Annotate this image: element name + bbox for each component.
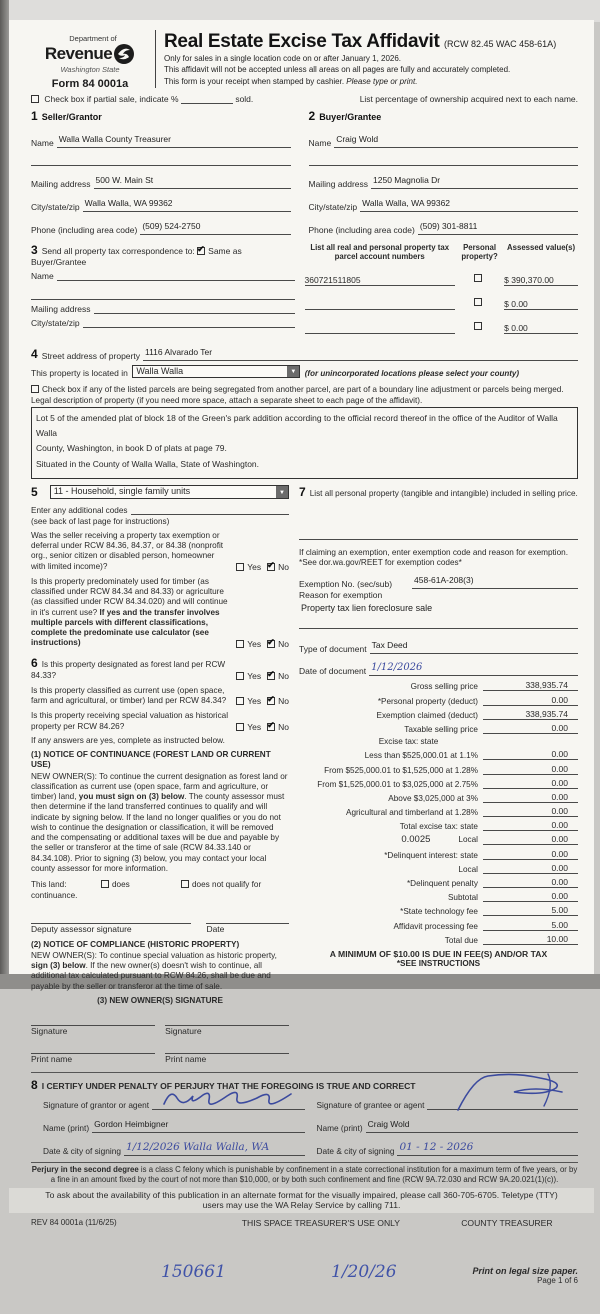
delinquent-penalty-field[interactable]: 0.00 bbox=[483, 877, 578, 888]
grantor-date-city-field[interactable]: 1/12/2026 Walla Walla, WA bbox=[124, 1137, 305, 1156]
same-as-buyer-checkbox[interactable] bbox=[197, 244, 205, 255]
reason-for-exemption-value[interactable]: Property tax lien foreclosure sale bbox=[301, 603, 433, 614]
correspondence-section: 3 Send all property tax correspondence to: ✔ Same as Buyer/Grantee Name Mailing address City/state/zip bbox=[31, 243, 305, 334]
historical-question: Is this property receiving special valuation as historical property per RCW 84.26? bbox=[31, 711, 229, 731]
continuance-label: continuance. bbox=[31, 891, 78, 901]
parcel-row bbox=[305, 292, 579, 310]
seller-city-field[interactable]: Walla Walla, WA 99362 bbox=[83, 193, 291, 212]
total-state-tax-field[interactable]: 0.00 bbox=[483, 820, 578, 831]
tier2-tax-field[interactable]: 0.00 bbox=[483, 764, 578, 775]
treasurer-use-label: THIS SPACE TREASURER'S USE ONLY bbox=[241, 1218, 401, 1229]
correspondence-mailing-field[interactable] bbox=[94, 305, 295, 314]
document-type-field[interactable]: Tax Deed bbox=[370, 635, 578, 654]
grantor-print-name-field[interactable]: Gordon Heimbigner bbox=[92, 1114, 304, 1133]
tier4-tax-field[interactable]: 0.00 bbox=[483, 792, 578, 803]
seller-name-field[interactable]: Walla Walla County Treasurer bbox=[57, 129, 291, 148]
exemption-claimed-field[interactable]: 338,935.74 bbox=[483, 709, 578, 720]
land-use-code-dropdown[interactable]: 11 - Household, single family units ▼ bbox=[50, 485, 289, 499]
rcw-reference: (RCW 82.45 WAC 458-61A) bbox=[443, 39, 557, 49]
parcel-table bbox=[305, 243, 579, 334]
checkmark-icon: ✔ bbox=[267, 694, 275, 705]
tier3-tax-field[interactable]: 0.00 bbox=[483, 778, 578, 789]
checkmark-icon: ✔ bbox=[267, 668, 275, 679]
header-note-1: Only for sales in a single location code on or after January 1, 2026. bbox=[164, 54, 402, 63]
buyer-name-field[interactable]: Craig Wold bbox=[334, 129, 578, 148]
agency-logo-block bbox=[31, 28, 149, 90]
scan-artifact-top bbox=[0, 0, 600, 22]
buyer-heading: Buyer/Grantee bbox=[319, 112, 382, 122]
grantee-print-name-field[interactable]: Craig Wold bbox=[366, 1114, 578, 1133]
new-owner-signature-field[interactable] bbox=[31, 1014, 155, 1026]
header-note-2: This affidavit will not be accepted unless all areas on all pages are fully and accurately completed. bbox=[164, 65, 511, 75]
parcel-row bbox=[305, 268, 579, 286]
notice-continuance-title: (1) NOTICE OF CONTINUANCE (FOREST LAND OR CURRENT USE) bbox=[31, 750, 271, 770]
assessed-value-field[interactable]: $ 0.00 bbox=[504, 323, 578, 334]
local-rate-value: 0.0025 bbox=[401, 834, 431, 846]
current-use-no-checkbox[interactable] bbox=[267, 694, 275, 705]
partial-sale-line: Check box if partial sale, indicate % sold. bbox=[31, 94, 253, 104]
grantor-signature bbox=[159, 1086, 299, 1110]
parcel-col-header: List all real and personal property tax parcel account numbers bbox=[310, 243, 450, 262]
historical-yes-checkbox[interactable] bbox=[236, 723, 244, 731]
agricultural-tax-field[interactable]: 0.00 bbox=[483, 806, 578, 817]
parcel-number-field[interactable] bbox=[305, 324, 455, 334]
correspondence-city-field[interactable] bbox=[83, 319, 295, 328]
exemption-yes-checkbox[interactable] bbox=[236, 563, 244, 571]
treasurer-stamp-area bbox=[31, 1228, 578, 1314]
buyer-city-field[interactable]: Walla Walla, WA 99362 bbox=[360, 193, 578, 212]
ownership-note: List percentage of ownership acquired next to each name. bbox=[359, 94, 578, 104]
delinquent-interest-local-field[interactable]: 0.00 bbox=[483, 863, 578, 874]
timber-agriculture-question: Is this property predominately used for timber (as classified under RCW 84.34 and 84.33) or agriculture (as classified under RCW 84.34.020) and will continue in it's current use? If yes and the transfer involves multiple parcels with different classifications, complete the predominate use calculator (see instructions) bbox=[31, 576, 228, 648]
partial-percent-field[interactable] bbox=[181, 95, 233, 104]
checkmark-icon: ✔ bbox=[267, 559, 275, 570]
checkmark-icon: ✔ bbox=[197, 244, 205, 254]
seller-phone-field[interactable]: (509) 524-2750 bbox=[140, 216, 290, 235]
grantee-signature bbox=[444, 1072, 574, 1112]
tax-computation: Gross selling price 338,935.74 *Personal property (deduct) 0.00 Exemption claimed (deduct) 338,935.74 Taxable selling price 0.00 Excise tax: state Less than $525,000.01 at 1.1% 0.00 From $525,000.01 to $1,525,000 at 1.28% 0.00 From $1,525,000.01 to $3,025,000 at 2.75% 0.00 Above $3,025,000 at 3% 0.00 Agricultural and timberland at 1.28% 0.00 Total excise tax: state 0.00 0.0025 Local 0.00 *Delinquent interest: state 0.00 Local 0.00 *Delinquent penalty 0.00 Subtotal 0.00 *State technology fee 5.00 Affidavit processing fee 5.00 Total due 10.00 bbox=[299, 680, 578, 944]
new-owner-signature-field[interactable] bbox=[165, 1014, 289, 1026]
personal-property-col-header: Personal property? bbox=[461, 243, 498, 262]
form-header bbox=[31, 28, 578, 90]
seller-name2-field[interactable] bbox=[31, 157, 291, 166]
personal-property-intro: 7 List all personal property (tangible and intangible) included in selling price. bbox=[299, 484, 578, 499]
alternate-format-note: To ask about the availability of this publication in an alternate format for the visually impaired, please call 360-705-6705. Teletype (TTY) users may use the WA Relay Service by calling 711. bbox=[9, 1188, 594, 1213]
gross-selling-price-field[interactable]: 338,935.74 bbox=[483, 680, 578, 691]
state-technology-fee-field[interactable]: 5.00 bbox=[483, 905, 578, 916]
subtotal-field[interactable]: 0.00 bbox=[483, 891, 578, 902]
this-land-label: This land: bbox=[31, 880, 67, 890]
exemption-note: If claiming an exemption, enter exemption code and reason for exemption. *See dor.wa.gov/REET for exemption codes* bbox=[299, 547, 568, 568]
page-title: Real Estate Excise Tax Affidavit bbox=[164, 31, 440, 52]
timber-yes-checkbox[interactable] bbox=[236, 640, 244, 648]
new-owner-print-name-field[interactable] bbox=[31, 1042, 155, 1054]
additional-codes-field[interactable] bbox=[131, 506, 290, 515]
print-size-note: Print on legal size paper. bbox=[472, 1266, 578, 1277]
timber-no-checkbox[interactable] bbox=[267, 636, 275, 648]
total-due-field[interactable]: 10.00 bbox=[483, 934, 578, 945]
perjury-note: Perjury in the second degree is a class C felony which is punishable by confinement in a state correctional institution for a maximum term of five years, or by a fine in an amount fixed by the court of not more than $10,000, or by both such confinement and fine (RCW 9A.72.030 and RCW 9A.20.021(1)(c)). bbox=[31, 1162, 578, 1184]
location-note: (for unincorporated locations please select your county) bbox=[304, 368, 520, 378]
seller-mailing-field[interactable]: 500 W. Main St bbox=[94, 170, 291, 189]
deputy-assessor-signature-field[interactable] bbox=[31, 912, 191, 924]
notice-compliance-title: (2) NOTICE OF COMPLIANCE (HISTORIC PROPERTY) bbox=[31, 939, 240, 949]
certify-statement: I CERTIFY UNDER PENALTY OF PERJURY THAT THE FOREGOING IS TRUE AND CORRECT bbox=[41, 1081, 416, 1092]
revision-number: REV 84 0001a (11/6/25) bbox=[31, 1218, 117, 1228]
personal-property-checkbox[interactable] bbox=[474, 274, 482, 282]
current-use-yes-checkbox[interactable] bbox=[236, 697, 244, 705]
header-divider bbox=[155, 30, 156, 88]
affidavit-page: Department of Revenue Washington State Form 84 0001a Real Estate Excise Tax Affidavit (RCW 82.45 WAC 458-61A) Only for sales in a single location code on or after January 1, 2026. This affidavit will not be accepted unless all areas on all pages are fully and accurately completed. This form is your receipt when stamped by cashier. Please type or print. Check box if partial sale, indicate % sold. List percentage of ownership acquired next to each name. 1 Seller/Grantor Name Walla Walla County Treasurer Mailing address 500 W. Main St City/state/zip Walla Walla, WA 99362 Phone (including area code) (509) 524-2750 2 Buyer/Grantee Name Craig Wold Mailing address 1250 Magnolia Dr City/state/zip Walla Walla, WA 99362 Phone (including area code) (509) 301-8811 3 Send all property tax correspondence to: ✔ Same as Buyer/Grantee Name Mailing address City/state/zip List all real and personal property tax parcel account numbers Personal property? Assessed value(s) 360721511805 $ 390,370.00 $ 0.00 $ 0.00 4 Street address of property 1116 Alvarado Ter This property is located in Walla Walla ▼ (for unincorporated locations please select your county) Check box if any of the listed parcels are being segregated from another parcel, are part of a boundary line adjustment or parcels being merged. Legal description of property (if you need more space, attach a separate sheet to each page of the affidavit). Lot 5 of the amended plat of block 18 of the Green's park addition according to the official record thereof in the office of the Auditor of Walla Walla County, Washington, in book D of plats at page 79. Situated in the County of Walla Walla, State of Washington. 5 11 - Household, single family units ▼ Enter any additional codes (see back of last page for instructions) Was the seller receiving a property tax exemption or deferral under RCW 84.36, 84.37, or 84.38 (nonprofit org., senior citizen or disabled person, homeowner with limited income)? Yes ✔ No Is this property predominately used for timber (as classified under RCW 84.34 and 84.33) or agriculture (as classified under RCW 84.34.020) and will continue in it's current use? If yes and the transfer involves multiple parcels with different classifications, complete the predominate use calculator (see instructions) Yes ✔ No 6 Is this property designated as forest land per RCW 84.33? Yes ✔ No Is this property classified as current use (open space, farm and agricultural, or timber) land per RCW 84.34? Yes ✔ No Is this property receiving special valuation as historical property per RCW 84.26? Yes ✔ No If any answers are yes, complete as instructed below. (1) NOTICE OF CONTINUANCE (FOREST LAND OR CURRENT USE) NEW OWNER(S): To continue the current designation as forest land or classification as current use (open space, farm and agriculture, or timber) land, you must sign on (3) below. The county assessor must then determine if the land transferred continues to qualify and will indicate by signing below. If the land no longer qualifies or you do not wish to continue the designation or classification, it will be removed and the compensating or additional taxes will be due and payable by the seller or transferor at the time of sale (RCW 84.33.140 or 84.34.108). Prior to signing (3) below, you may contact your local county assessor for more information. This land: does does not qualify for continuance. Deputy assessor signature Date (2) NOTICE OF COMPLIANCE (HISTORIC PROPERTY) NEW OWNER(S): To continue special valuation as historic property, sign (3) below. If the new owner(s) doesn't wish to continue, all additional tax calculated pursuant to RCW 84.26, shall be due and payable by the seller or transferor at the time of sale. (3) NEW OWNER(S) SIGNATURE Signature Signature Print name Print name 7 List all personal property (tangible and intangible) included in selling price. If claiming an exemption, enter exemption code and reason for exemption. *See dor.wa.gov/REET for exemption codes* Exemption No. (sec/sub) 458-61A-208(3) Reason for exemption Property tax lien foreclosure sale Type of document Tax Deed Date of document 1/12/2026 Gross selling price 338,935.74 *Personal property (deduct) 0.00 Exemption claimed (deduct) 338,935.74 Taxable selling price 0.00 Excise tax: state Less than $525,000.01 at 1.1% 0.00 From $525,000.01 to $1,525,000 at 1.28% 0.00 From $1,525,000.01 to $3,025,000 at 2.75% 0.00 Above $3,025,000 at 3% 0.00 Agricultural and timberland at 1.28% 0.00 Total excise tax: state 0.00 0.0025 Local 0.00 *Delinquent interest: state 0.00 Local 0.00 *Delinquent penalty 0.00 Subtotal 0.00 *State technology fee 5.00 Affidavit processing fee 5.00 Total due 10.00 A MINIMUM OF $10.00 IS DUE IN FEE(S) AND/OR TAX *SEE INSTRUCTIONS 8 I CERTIFY UNDER PENALTY OF PERJURY THAT THE FOREGOING IS TRUE AND CORRECT Signature of grantor or agent Name (print) Gordon Heimbigner Date & city of signing 1/12/2026 Walla Walla, WA Signature of grantee or agent Name (print) Craig Wold Date & city of signing 01 - 12 - 2026 Perjury in the second degree is a class C felony which is punishable by confinement in a state correctional institution for a maximum term of five years, or by a fine in an amount fixed by the court of not more than $10,000, or by both such confinement and fine (RCW 9A.72.030 and RCW 9A.20.021(1)(c)). To ask about the availability of this publication in an alternate format for the visually impaired, please call 360-705-6705. Teletype (TTY) users may use the WA Relay Service by calling 711. REV 84 0001a (11/6/25) THIS SPACE TREASURER'S USE ONLY COUNTY TREASURER 150661 1/20/26 Print on legal size paper. Page 1 of 6 bbox=[9, 20, 594, 974]
personal-property-deduct-field[interactable]: 0.00 bbox=[483, 695, 578, 706]
page-indicator: Page 1 of 6 bbox=[537, 1276, 578, 1286]
affidavit-processing-fee-field[interactable]: 5.00 bbox=[483, 920, 578, 931]
personal-property-checkbox[interactable] bbox=[474, 298, 482, 306]
current-use-question: Is this property classified as current use (open space, farm and agricultural, or timber) land per RCW 84.34? bbox=[31, 685, 227, 706]
location-dropdown[interactable]: Walla Walla ▼ bbox=[132, 365, 300, 378]
grantee-signature-block: Signature of grantee or agent Name (print) Craig Wold Date & city of signing 01 - 12 - 2026 bbox=[305, 1096, 579, 1156]
dropdown-arrow-icon: ▼ bbox=[287, 366, 299, 377]
reason-underline bbox=[299, 617, 578, 629]
minimum-due-note: A MINIMUM OF $10.00 IS DUE IN FEE(S) AND/OR TAX bbox=[329, 948, 548, 959]
washington-state-label: Washington State bbox=[60, 65, 120, 74]
parcel-row bbox=[305, 316, 579, 334]
checkmark-icon: ✔ bbox=[267, 719, 275, 730]
assessed-value-col-header: Assessed value(s) bbox=[507, 243, 576, 252]
certification-section: 8 I CERTIFY UNDER PENALTY OF PERJURY THAT THE FOREGOING IS TRUE AND CORRECT Signature of grantor or agent Name (print) Gordon Heimbigner Date & city of signing 1/12/2026 Walla Walla, WA Signature of grantee or agent Name (print) Craig Wold Date & city of signing 01 - 12 - 2026 bbox=[31, 1072, 578, 1156]
property-section: 4 Street address of property 1116 Alvarado Ter This property is located in Walla Walla ▼ (for unincorporated locations please select your county) Check box if any of the listed parcels are being segregated from another parcel, are part of a boundary line adjustment or parcels being merged. Legal description of property (if you need more space, attach a separate sheet to each page of the affidavit). Lot 5 of the amended plat of block 18 of the Green's park addition according to the official record thereof in the office of the Auditor of Walla Walla County, Washington, in book D of plats at page 79. Situated in the County of Walla Walla, State of Washington. bbox=[31, 342, 578, 479]
partial-sale-checkbox[interactable] bbox=[31, 95, 39, 103]
county-treasurer-label: COUNTY TREASURER bbox=[461, 1218, 553, 1229]
checkmark-icon: ✔ bbox=[267, 636, 275, 647]
buyer-mailing-field[interactable]: 1250 Magnolia Dr bbox=[371, 170, 578, 189]
assessed-value-field[interactable]: $ 0.00 bbox=[504, 299, 578, 310]
tier1-tax-field[interactable]: 0.00 bbox=[483, 749, 578, 760]
exemption-number-field[interactable]: 458-61A-208(3) bbox=[412, 570, 578, 589]
header-note-3: This form is your receipt when stamped by cashier. Please type or print. bbox=[164, 76, 418, 86]
if-yes-note: If any answers are yes, complete as instructed below. bbox=[31, 735, 225, 745]
forest-land-question: 6 Is this property designated as forest land per RCW 84.33? bbox=[31, 655, 226, 680]
does-option: does bbox=[101, 880, 181, 890]
historical-no-checkbox[interactable] bbox=[267, 719, 275, 731]
personal-property-checkbox[interactable] bbox=[474, 322, 482, 330]
notice-compliance-text: NEW OWNER(S): To continue special valuation as historic property, sign (3) below. If the new owner(s) doesn't wish to continue, all additional tax calculated pursuant to RCW 84.26, shall be due and payable by the seller or transferor at the time of sale. bbox=[31, 950, 277, 991]
new-owner-signature-title: (3) NEW OWNER(S) SIGNATURE bbox=[97, 995, 223, 1005]
does-checkbox[interactable] bbox=[101, 880, 109, 888]
excise-tax-state-header: Excise tax: state bbox=[378, 737, 439, 747]
grantor-signature-block: Signature of grantor or agent Name (print) Gordon Heimbigner Date & city of signing 1/12/2026 Walla Walla, WA bbox=[31, 1096, 305, 1156]
notice-continuance-text: NEW OWNER(S): To continue the current designation as forest land or classification as current use (open space, farm and agriculture, or timber) land, you must sign on (3) below. The county assessor must then determine if the land transferred continues to qualify and will indicate by signing below. If the land no longer qualifies or you do not wish to continue the designation or classification, it will be removed and the compensating or additional taxes will be due and payable by the seller or transferor at the time of sale (RCW 84.33.140 or 84.34.108). Prior to signing (3) below, you may contact your local county assessor for more information. bbox=[31, 771, 288, 873]
exemption-no-checkbox[interactable] bbox=[267, 559, 275, 571]
parcel-number-field[interactable] bbox=[305, 300, 455, 310]
street-address-field[interactable]: 1116 Alvarado Ter bbox=[143, 342, 578, 361]
assessed-value-field[interactable]: $ 390,370.00 bbox=[504, 275, 578, 286]
seller-section: 1 Seller/Grantor Name Walla Walla County Treasurer Mailing address 500 W. Main St City/state/zip Walla Walla, WA 99362 Phone (including area code) (509) 524-2750 bbox=[31, 107, 305, 235]
agency-name: Revenue bbox=[44, 44, 113, 63]
stamp-date-handwritten: 1/20/26 bbox=[331, 1262, 397, 1283]
deputy-date-field[interactable] bbox=[206, 912, 289, 924]
taxable-selling-price-field[interactable]: 0.00 bbox=[483, 723, 578, 734]
new-owner-print-name-field[interactable] bbox=[165, 1042, 289, 1054]
does-not-option: does not qualify for bbox=[181, 880, 261, 890]
local-tax-field[interactable]: 0.00 bbox=[483, 834, 578, 845]
buyer-section: 2 Buyer/Grantee Name Craig Wold Mailing address 1250 Magnolia Dr City/state/zip Walla Walla, WA 99362 Phone (including area code) (509) 301-8811 bbox=[305, 107, 579, 235]
legal-description-label: Legal description of property (if you need more space, attach a separate sheet to each page of the affidavit). bbox=[31, 395, 423, 405]
form-number: Form 84 0001a bbox=[51, 78, 129, 90]
delinquent-interest-state-field[interactable]: 0.00 bbox=[483, 849, 578, 860]
buyer-name2-field[interactable] bbox=[309, 157, 579, 166]
forest-yes-checkbox[interactable] bbox=[236, 672, 244, 680]
seller-exemption-question: Was the seller receiving a property tax exemption or deferral under RCW 84.36, 84.37, or 84.38 (nonprofit org., senior citizen or disabled person, homeowner with limited income)? bbox=[31, 530, 224, 571]
see-instructions-note: *SEE INSTRUCTIONS bbox=[396, 959, 481, 969]
dropdown-arrow-icon: ▼ bbox=[276, 486, 288, 498]
receipt-number-handwritten: 150661 bbox=[161, 1262, 226, 1283]
seller-heading: Seller/Grantor bbox=[41, 112, 102, 122]
buyer-phone-field[interactable]: (509) 301-8811 bbox=[418, 216, 578, 235]
revenue-logo-icon bbox=[113, 43, 135, 65]
legal-description-box[interactable]: Lot 5 of the amended plat of block 18 of the Green's park addition according to the official record thereof in the office of the Auditor of Walla Walla County, Washington, in book D of plats at page 79. Situated in the County of Walla Walla, State of Washington. bbox=[31, 407, 578, 479]
does-not-checkbox[interactable] bbox=[181, 880, 189, 888]
personal-property-field[interactable] bbox=[299, 528, 578, 540]
correspondence-name-field[interactable] bbox=[57, 272, 295, 281]
additional-codes-note: (see back of last page for instructions) bbox=[31, 516, 170, 526]
segregated-checkbox[interactable] bbox=[31, 385, 39, 393]
forest-no-checkbox[interactable] bbox=[267, 668, 275, 680]
document-date-field[interactable]: 1/12/2026 bbox=[369, 657, 578, 676]
dept-of-label: Department of bbox=[69, 34, 117, 43]
scan-artifact-left bbox=[0, 0, 9, 989]
reason-for-exemption-label: Reason for exemption bbox=[299, 590, 383, 601]
grantee-date-city-field[interactable]: 01 - 12 - 2026 bbox=[397, 1137, 578, 1156]
correspondence-name2-field[interactable] bbox=[31, 291, 295, 300]
parcel-number-field[interactable]: 360721511805 bbox=[305, 275, 455, 286]
